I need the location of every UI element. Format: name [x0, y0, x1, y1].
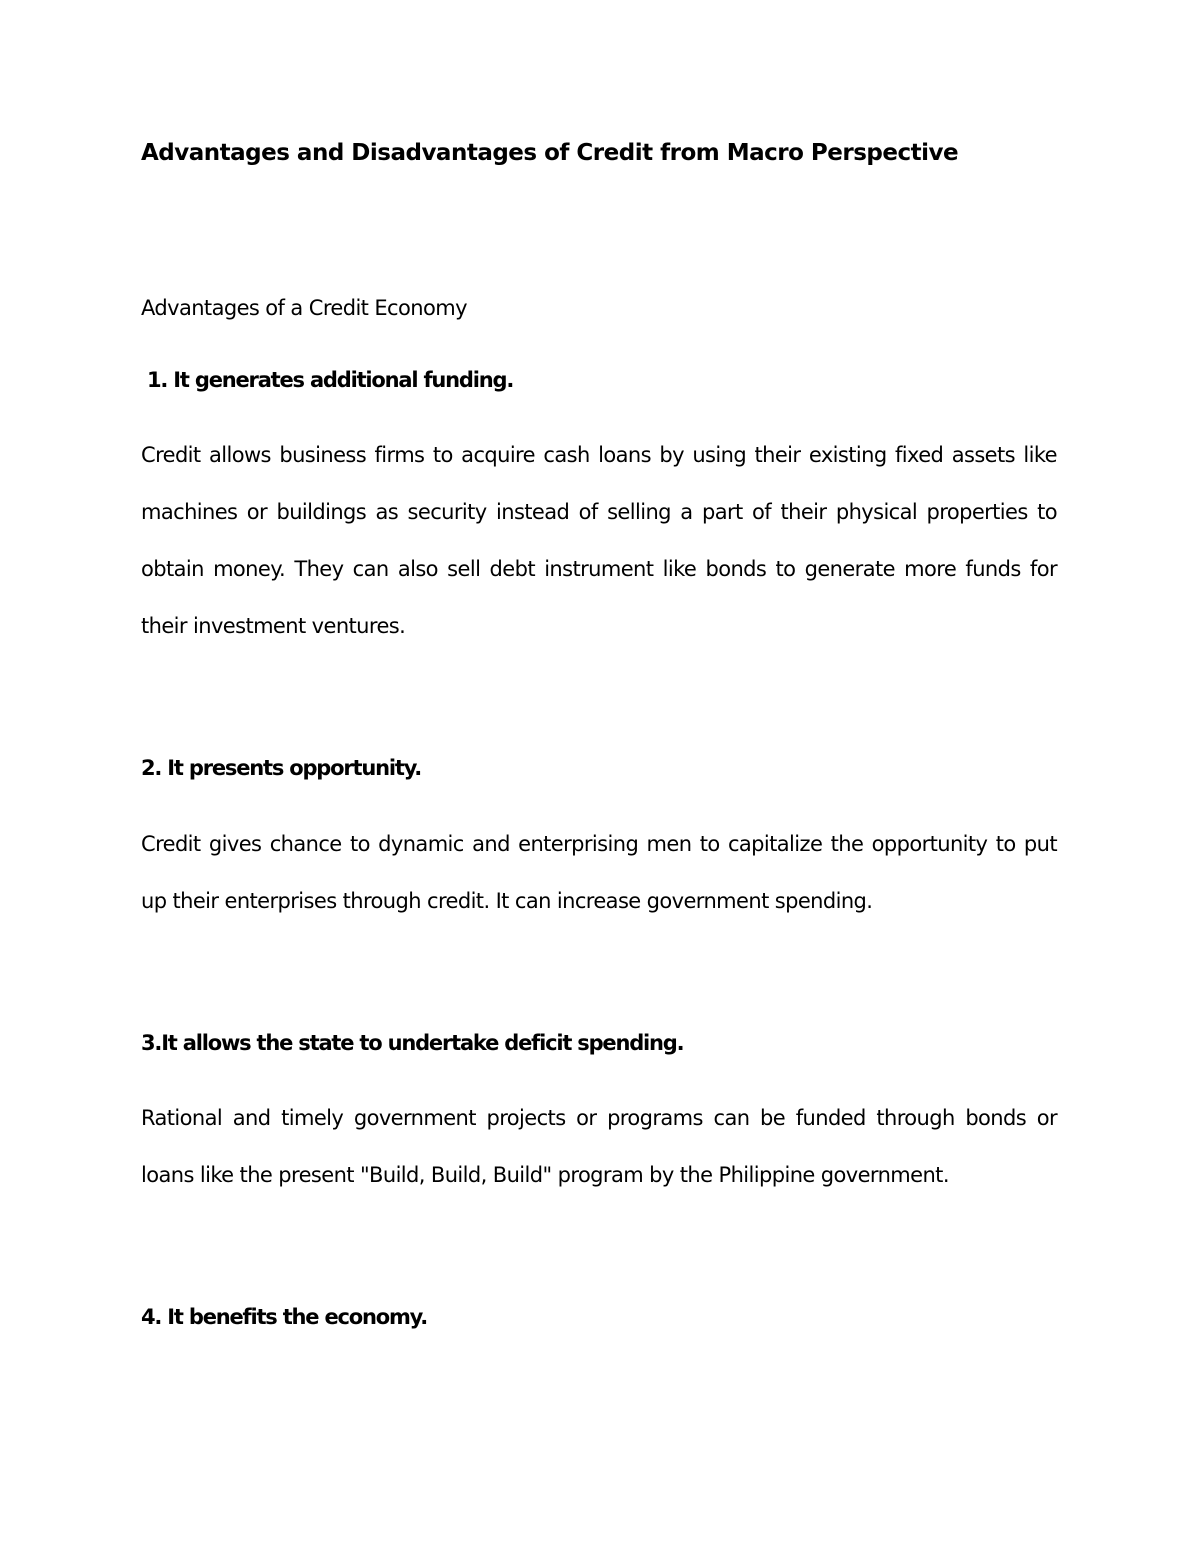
advantage-3-heading: 3.It allows the state to undertake deficit spending.	[141, 1031, 684, 1055]
advantage-1-heading: 1. It generates additional funding.	[147, 368, 514, 392]
advantage-1-body: Credit allows business firms to acquire cash loans by using their existing fixed assets like machines or buildings as security instead of selling a part of their physical properties to obtain money. They can also sell debt instrument like bonds to generate more funds for their investment ventures.	[141, 443, 1057, 638]
document-title: Advantages and Disadvantages of Credit from Macro Perspective	[141, 140, 959, 166]
section-subtitle: Advantages of a Credit Economy	[141, 296, 467, 320]
advantage-4-heading: 4. It benefits the economy.	[141, 1305, 427, 1329]
advantage-2-body: Credit gives chance to dynamic and enterprising men to capitalize the opportunity to put up their enterprises through credit. It can increase government spending.	[141, 832, 1057, 913]
advantage-2-heading: 2. It presents opportunity.	[141, 756, 422, 780]
advantage-3-body: Rational and timely government projects or programs can be funded through bonds or loans like the present "Build, Build, Build" program by the Philippine government.	[141, 1106, 1057, 1187]
